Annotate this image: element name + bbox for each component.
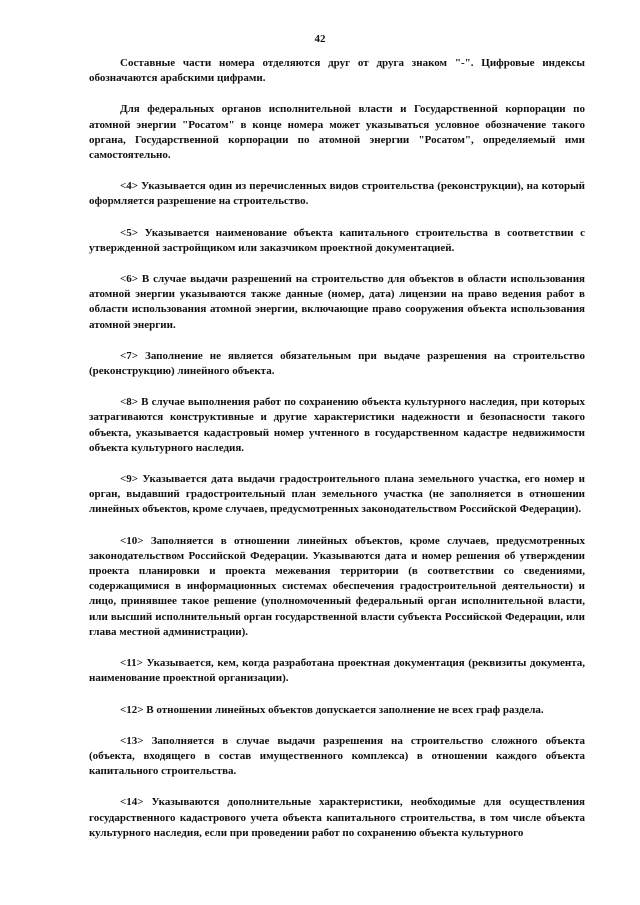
footnote-13: <13> Заполняется в случае выдачи разрешения на строительство сложного объекта (объекта, входящего в состав имущественного комплекса) в отношении каждого объекта капитального строительства.: [89, 734, 585, 778]
paragraph-separator-note: Составные части номера отделяются друг от друга знаком "-". Цифровые индексы обозначаются арабскими цифрами.: [89, 57, 585, 85]
paragraph-rosatom-note: Для федеральных органов исполнительной власти и Государственной корпорации по атомной энергии "Росатом" в конце номера может указываться условное обозначение такого органа, Государственной корпорации по атомной энергии "Росатом", определяемый ими самостоятельно.: [89, 103, 585, 162]
footnote-11: <11> Указывается, кем, когда разработана проектная документация (реквизиты документа, наименование проектной организации).: [89, 657, 585, 685]
footnote-6: <6> В случае выдачи разрешений на строительство для объектов в области использования атомной энергии указываются также данные (номер, дата) лицензии на право ведения работ в области использования атомной энергии, включающие право сооружения объекта использования атомной энергии.: [89, 273, 585, 331]
document-body: [89, 56, 585, 857]
footnote-10: <10> Заполняется в отношении линейных объектов, кроме случаев, предусмотренных законодательством Российской Федерации. Указываются дата и номер решения об утверждении проекта планировки и проекта межевания территории (в соответствии со сведениями, содержащимися в информационных системах обеспечения градостроительной деятельности) и лицо, принявшее такое решение (уполномоченный федеральный орган исполнительной власти, или высший исполнительный орган государственной власти субъекта Российской Федерации, или глава местной администрации).: [89, 534, 585, 638]
page-number: 42: [314, 33, 326, 45]
footnote-9: <9> Указывается дата выдачи градостроительного плана земельного участка, его номер и орган, выдавший градостроительный план земельного участка (не заполняется в отношении линейных объектов, кроме случаев, предусмотренных законодательством Российской Федерации).: [89, 473, 585, 516]
footnote-4: <4> Указывается один из перечисленных видов строительства (реконструкции), на который оформляется разрешение на строительство.: [89, 180, 585, 208]
footnote-7: <7> Заполнение не является обязательным при выдаче разрешения на строительство (реконструкцию) линейного объекта.: [89, 349, 585, 378]
footnote-5: <5> Указывается наименование объекта капитального строительства в соответствии с утвержденной застройщиком или заказчиком проектной документацией.: [89, 226, 585, 254]
footnote-12: <12> В отношении линейных объектов допускается заполнение не всех граф раздела.: [120, 703, 544, 716]
footnote-8: <8> В случае выполнения работ по сохранению объекта культурного наследия, при которых затрагиваются конструктивные и другие характеристики надежности и безопасности такого объекта, указывается кадастровый номер учтенного в государственном кадастре недвижимости объекта культурного наследия.: [89, 396, 585, 454]
footnote-14: <14> Указываются дополнительные характеристики, необходимые для осуществления государственного кадастрового учета объекта капитального строительства, в том числе объекта культурного наследия, если при проведении работ по сохранению объекта культурного: [89, 796, 585, 839]
